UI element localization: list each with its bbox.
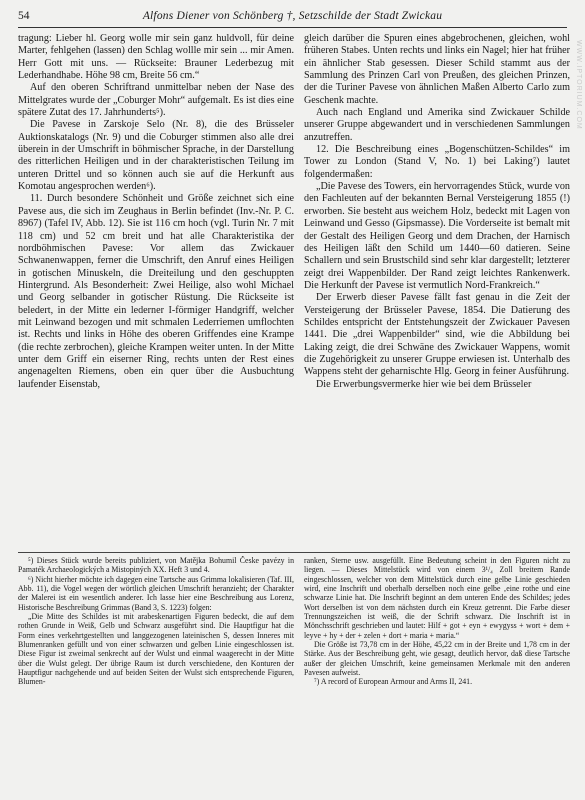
body-paragraph: Die Erwerbungsvermerke hier wie bei dem Brüsseler [316, 378, 532, 390]
footnote: Die Größe ist 73,78 cm in der Höhe, 45,22 cm in der Breite und 1,78 cm in der Stärke. Aus der Beschreibung geht, wie gesagt, deutlich hervor, daß diese Tartsche außer der gleichen Umschrift, keine gemeinsamen Merkmale mit den anderen Pavesen aufweist. [304, 640, 570, 678]
footnote: „Die Mitte des Schildes ist mit arabeskenartigen Figuren bedeckt, die auf dem rothen Grunde in Weiß, Gelb und Schwarz ausgeführt sind. Die Hauptfigur hat die Form eines verkehrtgestellten und langgezogenen lateinischen S, dessen Inneres mit Blumenranken gefüllt und von einer schwarzen und gelben Linie eingeschlossen ist. Diese Figur ist zweimal senkrecht auf der Wulst und einmal waagerecht in der Mitte über die Wulst gelegt. Der übrige Raum ist durch verschiedene, den Konturen der Hauptfigur nachgehende und auf beiden Seiten der Wulst sich entsprechende Figuren, Blumen- [18, 612, 294, 687]
body-paragraph: Der Erwerb dieser Pavese fällt fast genau in die Zeit der Versteigerung der Brüsseler Pavese, 1854. Die Datierung des Schildes entspricht der Entstehungszeit der Zwickauer Pavesen 1441. Die „drei Wappenbilder“ sind, wie die Abbildung bei Laking zeigt, die drei Schwäne des Zwickauer Wappens, womit die Zugehörigkeit zu unserer Gruppe erwiesen ist. Unterhalb des Wappens steht der geharnischte Hlg. Georg in feiner Ausführung. [304, 292, 570, 378]
page-number: 54 [18, 10, 30, 22]
footnote: ⁶) Nicht hierher möchte ich dagegen eine Tartsche aus Grimma lokalisieren (Taf. III, Abb. 11), die Vogel wegen der wörtlich gleichen Umschrift heranzieht; der Charakter der Malerei ist ein wesentlich anderer. Ich lasse hier eine Beschreibung aus Lorenz, Historische Beschreibung Grimmas (Band 3, S. 1223) folgen: [18, 574, 294, 612]
body-column-right [304, 33, 570, 543]
body-paragraph: 12. Die Beschreibung eines „Bogenschützen-Schildes“ im Tower zu London (Stand V, No. 1) bei Laking⁷) lautet folgendermaßen: [304, 144, 570, 180]
body-paragraph: gleich darüber die Spuren eines abgebrochenen, gleichen, wohl früheren Stabes. Unten rechts und links ein Nagel; hier hat früher ein ähnlicher Stab gesessen. Dieser Schild stammt aus der Sammlung des Prinzen Carl von Preußen, des gleichen Prinzen, der die Turiner Pavese von ähnlichen Maßen Alberto Carlo zum Geschenk machte. [304, 33, 570, 106]
watermark: WWW.IPTORIUM.COM [575, 40, 582, 130]
footnote-rule [18, 552, 570, 553]
body-column-left [18, 33, 294, 543]
running-header [18, 10, 567, 26]
body-paragraph: tragung: Lieber hl. Georg wolle mir sein ganz huldvoll, für deine Marter, fehlgehen (lassen) den Schlag wollle mir sein ... mir Amen. Herr Gott mit uns. — Rückseite: Brauner Lederbezug mit Lederhandhabe. Höhe 98 cm, Breite 56 cm.“ [18, 33, 294, 82]
running-title: Alfons Diener von Schönberg †, Setzschilde der Stadt Zwickau [142, 10, 443, 22]
body-paragraph: Auf den oberen Schriftrand unmittelbar neben der Nase des Mittelgrates wurde der „Coburger Mohr“ aufgemalt. Es ist dies eine spätere Zutat des 17. Jahrhunderts⁵). [18, 82, 294, 119]
footnote: ⁵) Dieses Stück wurde bereits publiziert, von Matějka Bohumil Česke pavézy in Pamaték Archaeologických a Mistopiných XX. Heft 3 und 4. [18, 556, 294, 575]
body-paragraph: „Die Pavese des Towers, ein hervorragendes Stück, wurde von den Fachleuten auf der bekannten Bernal Versteigerung 1855 (!) erworben. Sie besteht aus weichem Holz, bedeckt mit Lagen von Leinwand und Gesso (Gipsmasse). Die Vorderseite ist bemalt mit der Gestalt des Heiligen Georg und dem Drachen, der Harnisch des Heiligen läßt den Schild um 1440—60 datieren. Seine Schallern und sein Brustschild sind sehr klar dargestellt; letzterer zeigt drei Wappenbilder. Der Rand zeigt leichtes Rankenwerk. Die Herkunft der Pavese ist vermutlich Nord-Frankreich.“ [304, 181, 570, 291]
body-paragraph: Die Pavese in Zarskoje Selo (Nr. 8), die des Brüsseler Auktionskatalogs (Nr. 9) und die Coburger stimmen also alle drei überein in der Umschrift in böhmischer Sprache, in der Darstellung des ritterlichen Heiligen und in der charakteristischen Teilung im unteren Drittel und so können auch sie auf die Herkunft aus Komotau angesprochen werden⁶). [18, 119, 294, 193]
footnote: ⁷) A record of European Armour and Arms II, 241. [314, 677, 473, 687]
body-paragraph: Auch nach England und Amerika sind Zwickauer Schilde unserer Gruppe abgewandert und in verschiedenen Sammlungen anzutreffen. [304, 107, 570, 143]
body-paragraph: 11. Durch besondere Schönheit und Größe zeichnet sich eine Pavese aus, die sich im Zeughaus in Berlin befindet (Inv.-Nr. P. C. 8967) (Tafel IV, Abb. 12). Sie ist 116 cm hoch (vgl. Turin Nr. 7 mit 118 cm) und 52 cm breit und hat alle Charakteristika der nordböhmischen Pavese: Vor allem das Zwickauer Schwanenwappen, ferner die Umschrift, den Anruf eines Heiligen in gotischen Minuskeln, die Dreiteilung und den geschuppten Hintergrund. Als Besonderheit: Zwei Heilige, also wohl Michael und Georg selbander in gotischer Rüstung. Die Rückseite ist beledert, in der Mitte ein lederner I-förmiger Handgriff, welcher mit Leinwand bezogen und mit schmalen Lederriemen umflochten ist. Rechts und links in Höhe des oberen Griffendes eine Krampe (die rechte zerbrochen), gleiche Krampen weiter unten. In der Mitte unter dem Griff ein eiserner Ring, rechts unten der Rest eines angenagelten Riemens, oben ein quer über die Ausbuchtung laufender Eisenstab, [18, 193, 294, 390]
header-rule [18, 27, 567, 28]
footnote: ranken, Sterne usw. ausgefüllt. Eine Bedeutung scheint in den Figuren nicht zu liegen. — Dieses Mittelstück wird von einem 3¹/₄ Zoll breitem Rande eingeschlossen, welcher von dem Mittelstück durch eine gelbe Linie geschieden wird, eine Inschrift und oberhalb derselben noch eine gelbe ‚eine rothe und eine schwarze Linie hat. Die Inschrift beginnt an dem unteren Ende des Schildes; jedes Wort derselben ist von dem nächsten durch ein Kreuz getrennt. Die Farbe dieser Trennungszeichen ist weiß, die der Schrift schwarz. Die Inschrift ist in Mönchsschrift geschrieben und lautet: Hilf + got + eyn + ewygyss + wort + dem + leyve + hy + der + zelen + dort + maria + maria.“ [304, 556, 570, 640]
footnotes-left [18, 556, 294, 786]
footnotes-right [304, 556, 570, 786]
